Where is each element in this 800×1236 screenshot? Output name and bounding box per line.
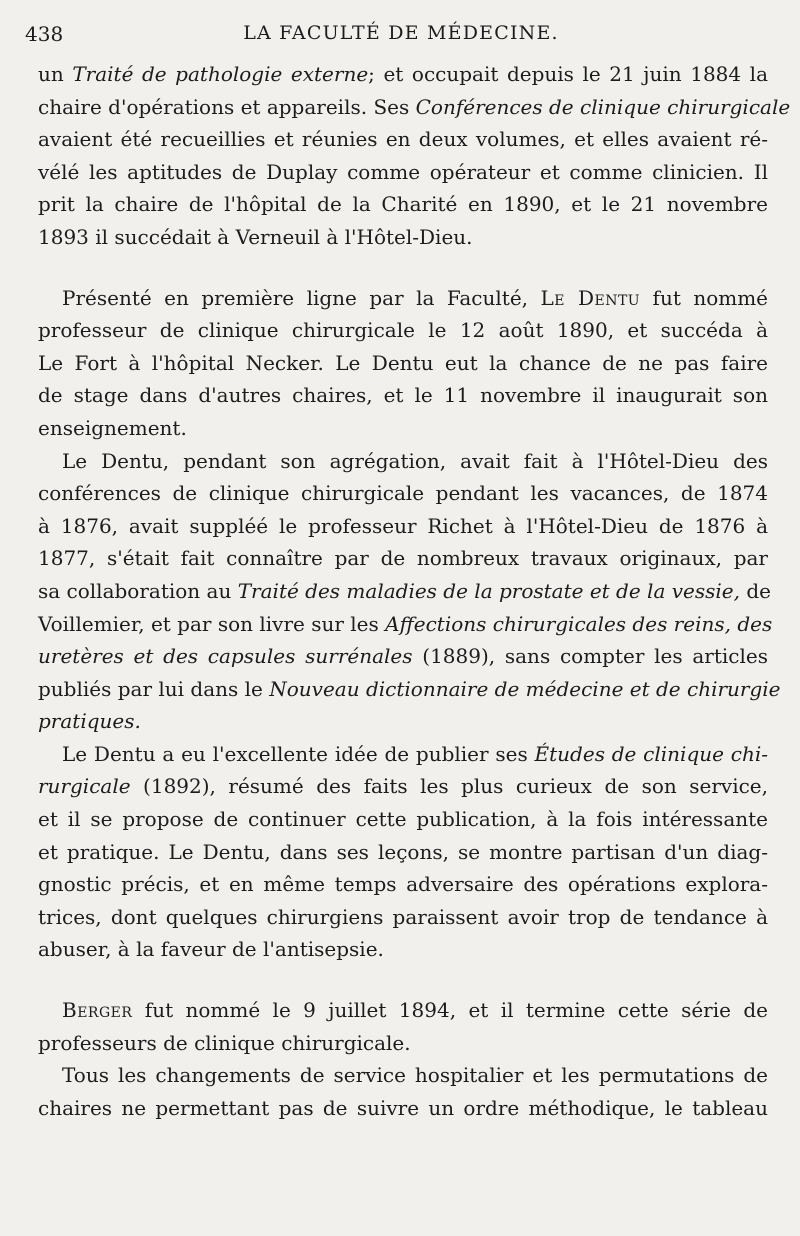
text-line: Berger fut nommé le 9 juillet 1894, et il termine cette série de (62, 998, 768, 1023)
text-line: enseignement. (38, 415, 187, 440)
text-line: Présenté en première ligne par la Faculté, Le Dentu fut nommé (62, 285, 769, 310)
text-line: rurgicale (1892), résumé des faits les plus curieux de son service, (38, 774, 768, 799)
text-line (38, 705, 768, 738)
text-line: et pratique. Le Dentu, dans ses leçons, se montre partisan d'un diag- (38, 839, 768, 864)
italic-title: Études de clinique chi- (534, 741, 768, 766)
text-line: vélé les aptitudes de Duplay comme opérateur et comme clinicien. Il (38, 159, 768, 184)
italic-title: pratiques. (38, 709, 141, 734)
italic-title: rurgicale (38, 774, 131, 799)
text-line: professeur de clinique chirurgicale le 12 août 1890, et succéda à (38, 318, 768, 343)
professor-name: Le Dentu (540, 285, 641, 310)
italic-title: Nouveau dictionnaire de médecine et de chirurgie (269, 676, 781, 701)
page-header (25, 22, 777, 52)
text-line: avaient été recueillies et réunies en deux volumes, et elles avaient ré- (38, 127, 768, 152)
page-number: 438 (25, 22, 64, 46)
text-line: de stage dans d'autres chaires, et le 11 novembre il inaugurait son (38, 383, 768, 408)
text-line: conférences de clinique chirurgicale pendant les vacances, de 1874 (38, 481, 768, 506)
italic-title: Traité de pathologie externe (72, 62, 369, 86)
text-line: un Traité de pathologie externe; et occupait depuis le 21 juin 1884 la (38, 62, 768, 86)
italic-title: Conférences de clinique chirurgicale (415, 94, 791, 119)
text-line: Le Fort à l'hôpital Necker. Le Dentu eut la chance de ne pas faire (38, 350, 768, 375)
italic-title: Affections chirurgicales des reins, des (385, 611, 773, 636)
text-line: sa collaboration au Traité des maladies de la prostate et de la vessie, de (38, 578, 771, 603)
text-line: prit la chaire de l'hôpital de la Charité en 1890, et le 21 novembre (38, 192, 768, 217)
text-line: abuser, à la faveur de l'antisepsie. (38, 937, 384, 962)
text-line: chaires ne permettant pas de suivre un ordre méthodique, le tableau (38, 1095, 768, 1120)
text-line: Tous les changements de service hospitalier et les permutations de (62, 1063, 768, 1088)
text-line: 1877, s'était fait connaître par de nombreux travaux originaux, par (38, 546, 768, 571)
text-line: gnostic précis, et en même temps adversaire des opérations explora- (38, 872, 768, 897)
text-line: uretères et des capsules surrénales (1889), sans compter les articles (38, 644, 768, 669)
italic-title: uretères et des capsules surrénales (38, 644, 413, 669)
professor-name: Berger (62, 998, 133, 1023)
text-line: 1893 il succédait à Verneuil à l'Hôtel-Dieu. (38, 224, 473, 249)
text-line: chaire d'opérations et appareils. Ses Conférences de clinique chirurgicale (38, 94, 791, 119)
text-line: Voillemier, et par son livre sur les Affections chirurgicales des reins, des (38, 611, 773, 636)
text-line: Le Dentu, pendant son agrégation, avait fait à l'Hôtel-Dieu des (62, 448, 768, 473)
italic-title: Traité des maladies de la prostate et de la vessie, (237, 578, 740, 603)
body-text (38, 58, 791, 1124)
text-line: trices, dont quelques chirurgiens paraissent avoir trop de tendance à (38, 904, 768, 929)
text-line: à 1876, avait suppléé le professeur Richet à l'Hôtel-Dieu de 1876 à (38, 513, 768, 538)
text-line: et il se propose de continuer cette publication, à la fois intéressante (38, 807, 768, 832)
running-title: LA FACULTÉ DE MÉDECINE. (243, 22, 559, 44)
text-line: professeurs de clinique chirurgicale. (38, 1030, 411, 1055)
text-line: Le Dentu a eu l'excellente idée de publier ses Études de clinique chi- (62, 741, 768, 766)
text-line: publiés par lui dans le Nouveau dictionnaire de médecine et de chirurgie (38, 676, 781, 701)
